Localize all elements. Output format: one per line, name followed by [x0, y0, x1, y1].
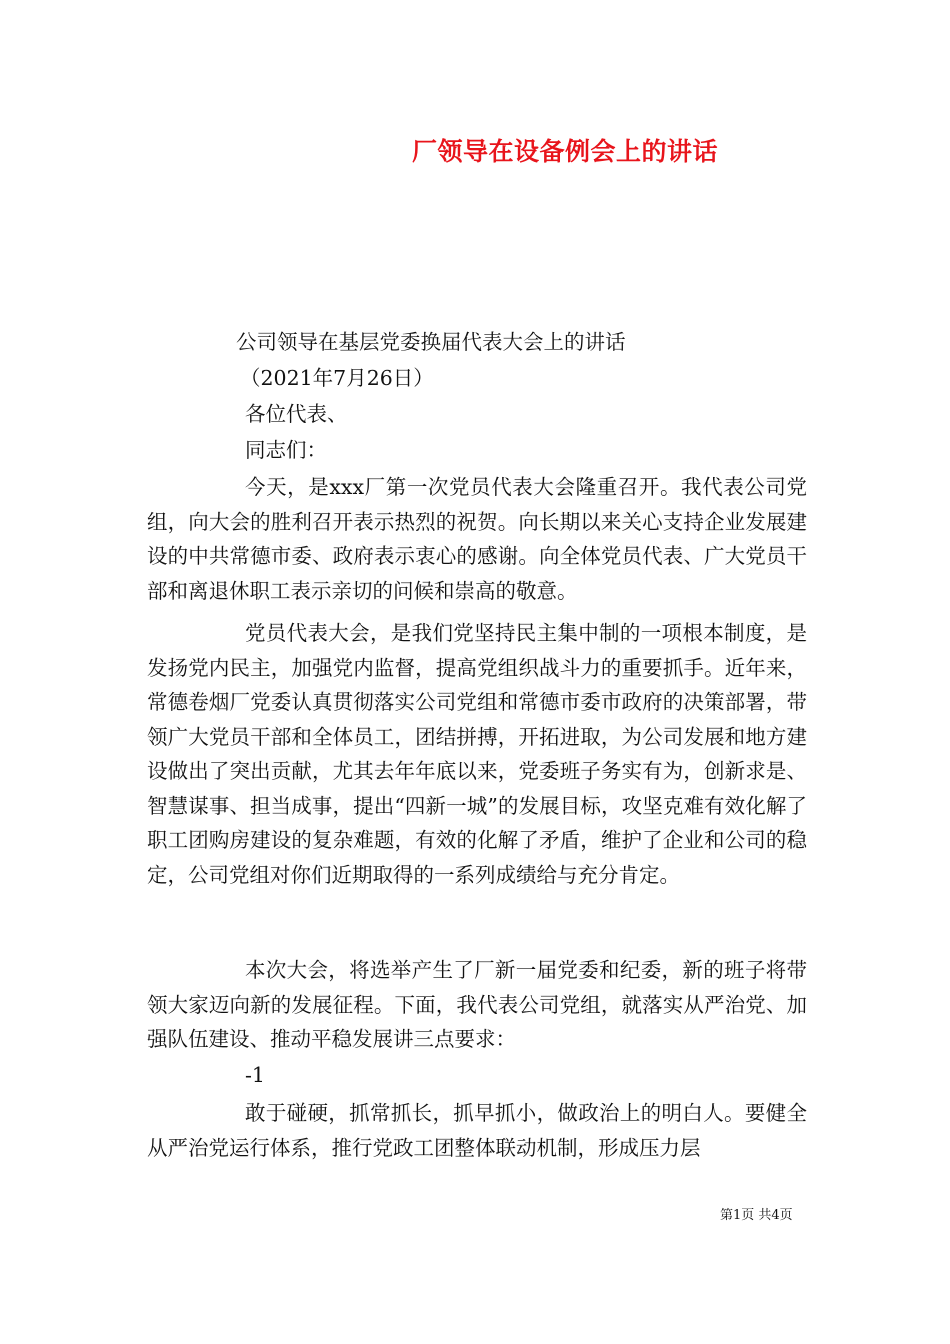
- page-number: 第1页 共4页: [720, 1208, 793, 1223]
- speech-heading: 公司领导在基层党委换届代表大会上的讲话: [236, 330, 626, 354]
- list-item-marker: -1: [245, 1063, 265, 1087]
- paragraph-text: 党员代表大会，是我们党坚持民主集中制的一项根本制度，是发扬党内民主，加强党内监督，提高党组织战斗力的重要抓手。近年来，常德卷烟厂党委认真贯彻落实公司党组和常德市委市政府的决策部署，带领广大党员干部和全体员工，团结拼搏，开拓进取，为公司发展和地方建设做出了突出贡献，尤其去年年底以来，党委班子务实有为，创新求是、智慧谋事、担当成事，提出“四新一城”的发展目标，攻坚克难有效化解了职工团购房建设的复杂难题，有效的化解了矛盾，维护了企业和公司的稳定，公司党组对你们近期取得的一系列成绩给与充分肯定。: [147, 621, 807, 887]
- body-paragraph-4: [147, 1096, 807, 1165]
- speech-date: （2021年7月26日）: [240, 366, 434, 390]
- body-paragraph-1: [147, 470, 807, 608]
- paragraph-text: 今天，是xxx厂第一次党员代表大会隆重召开。我代表公司党组，向大会的胜利召开表示热烈的祝贺。向长期以来关心支持企业发展建设的中共常德市委、政府表示衷心的感谢。向全体党员代表、广大党员干部和离退休职工表示亲切的问候和崇高的敬意。: [147, 475, 807, 603]
- body-paragraph-2: [147, 616, 807, 892]
- document-title: 厂领导在设备例会上的讲话: [412, 137, 719, 166]
- paragraph-text: 本次大会，将选举产生了厂新一届党委和纪委，新的班子将带领大家迈向新的发展征程。下面，我代表公司党组，就落实从严治党、加强队伍建设、推动平稳发展讲三点要求：: [147, 958, 807, 1051]
- salutation-representatives: 各位代表、: [245, 402, 348, 426]
- paragraph-text: 敢于碰硬，抓常抓长，抓早抓小，做政治上的明白人。要健全从严治党运行体系，推行党政工团整体联动机制，形成压力层: [147, 1101, 807, 1160]
- body-paragraph-3: [147, 953, 807, 1057]
- salutation-comrades: 同志们：: [245, 438, 327, 462]
